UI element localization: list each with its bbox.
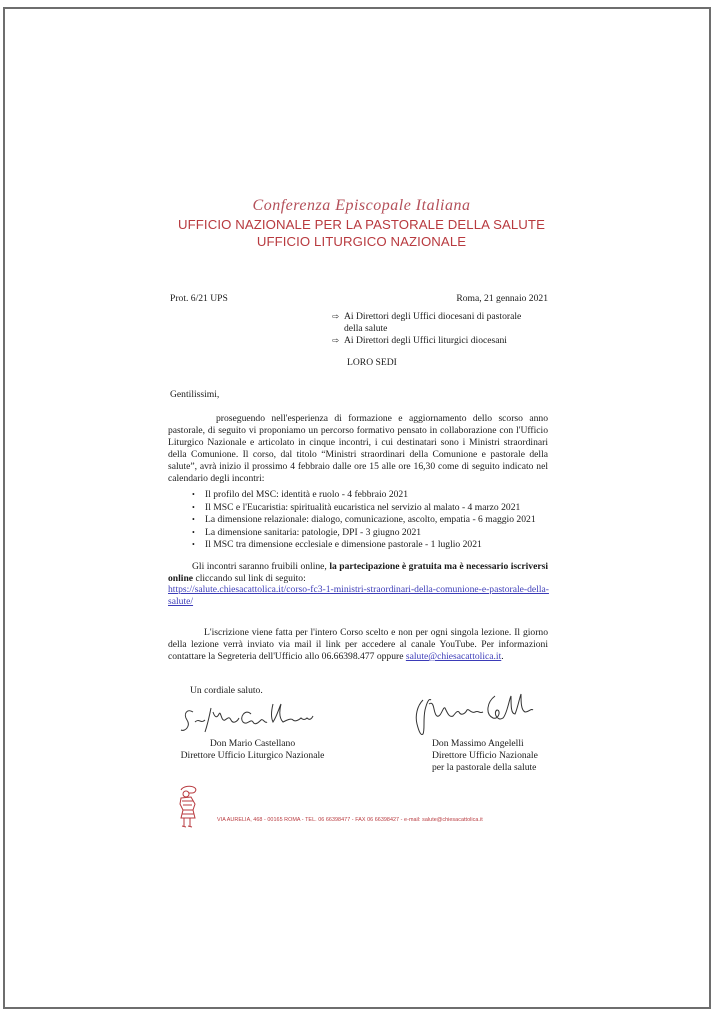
bullet-icon: • (192, 490, 195, 499)
signer-name: Don Massimo Angelelli (432, 738, 524, 749)
place-date: Roma, 21 gennaio 2021 (456, 293, 548, 304)
letterhead (0, 196, 723, 250)
closing-greeting: Un cordiale saluto. (190, 685, 263, 696)
arrow-right-icon: ⇨ (332, 312, 340, 322)
signer-title: Direttore Ufficio Nazionale (432, 750, 538, 761)
signer-title: Direttore Ufficio Liturgico Nazionale (180, 750, 325, 761)
handwritten-signature-icon (165, 700, 340, 736)
recipient-line: Ai Direttori degli Uffici diocesani di pastorale (344, 311, 522, 322)
recipient-line: della salute (344, 323, 388, 334)
intro-paragraph: proseguendo nell'esperienza di formazione e aggiornamento dello scorso anno pastorale, di seguito vi proponiamo un percorso formativo pensato in collaborazione con l'Ufficio Liturgico Nazionale e articolato in cinque incontri, i cui destinatari sono i Ministri straordinari della Comunione. Il corso, dal titolo “Ministri straordinari della Comunione e pastorale della salute”, avrà inizio il prossimo 4 febbraio dalle ore 15 alle ore 16,30 come di seguito indicato nel calendario degli incontri: (168, 413, 548, 484)
signature-castellano (165, 700, 340, 736)
bullet-icon: • (192, 502, 195, 512)
footer-address: VIA AURELIA, 468 - 00165 ROMA - TEL. 06 66398477 - FAX 06 66398427 - e-mail: salute@chiesacattolica.it (217, 817, 483, 823)
recipient-item (332, 311, 562, 335)
calendar-item: • Il profilo del MSC: identità e ruolo - 4 febbraio 2021 (188, 489, 568, 502)
bullet-icon: • (192, 527, 195, 537)
participation-paragraph: Gli incontri saranno fruibili online, la partecipazione è gratuita ma è necessario iscriversi online cliccando sul link di seguito: (168, 561, 549, 584)
signature-angelelli (395, 690, 565, 740)
bullet-icon: • (192, 515, 195, 525)
conference-title: Conferenza Episcopale Italiana (252, 197, 471, 214)
info-paragraph: L'iscrizione viene fatta per l'intero Corso scelto e non per ogni singola lezione. Il giorno della lezione verrà inviato via mail il link per accedere al canale YouTube. Per informazioni contattare la Segreteria dell'Ufficio allo 06.66398.477 oppure salute@chiesacattolica.it. (168, 627, 548, 662)
signer-left (165, 738, 340, 762)
footer-logo (173, 784, 203, 830)
handwritten-signature-icon (395, 690, 565, 740)
calendar-list (188, 489, 568, 552)
protocol-number: Prot. 6/21 UPS (170, 293, 228, 304)
signer-title: per la pastorale della salute (432, 762, 537, 773)
salutation: Gentilissimi, (170, 389, 220, 400)
recipient-item (332, 335, 562, 347)
signer-right (432, 738, 572, 774)
loro-sedi: LORO SEDI (347, 357, 397, 368)
arrow-right-icon: ⇨ (332, 336, 340, 346)
contact-email-link[interactable]: salute@chiesacattolica.it (405, 651, 502, 662)
calendar-item: • Il MSC tra dimensione ecclesiale e dimensione pastorale - 1 luglio 2021 (188, 539, 568, 552)
calendar-item: • Il MSC e l'Eucaristia: spiritualità eucaristica nel servizio al malato - 4 marzo 2021 (188, 502, 568, 515)
recipient-line: Ai Direttori degli Uffici liturgici diocesani (344, 335, 507, 346)
calendar-item: • La dimensione relazionale: dialogo, comunicazione, ascolto, empatia - 6 maggio 2021 (188, 514, 568, 527)
office-name-health: UFFICIO NAZIONALE PER LA PASTORALE DELLA SALUTE (178, 217, 545, 232)
registration-link[interactable]: https://salute.chiesacattolica.it/corso-fc3-1-ministri-straordinari-della-comunione-e-pastorale-della-salute/ (168, 584, 549, 607)
recipients-block (332, 311, 562, 347)
calendar-item: • La dimensione sanitaria: patologie, DPI - 3 giugno 2021 (188, 527, 568, 540)
free-registration-note: la partecipazione è gratuita ma è necessario iscriversi online (168, 561, 549, 584)
pilgrim-figure-icon (173, 784, 203, 830)
signer-name: Don Mario Castellano (209, 738, 296, 749)
bullet-icon: • (192, 540, 195, 550)
office-name-liturgy: UFFICIO LITURGICO NAZIONALE (256, 234, 467, 249)
